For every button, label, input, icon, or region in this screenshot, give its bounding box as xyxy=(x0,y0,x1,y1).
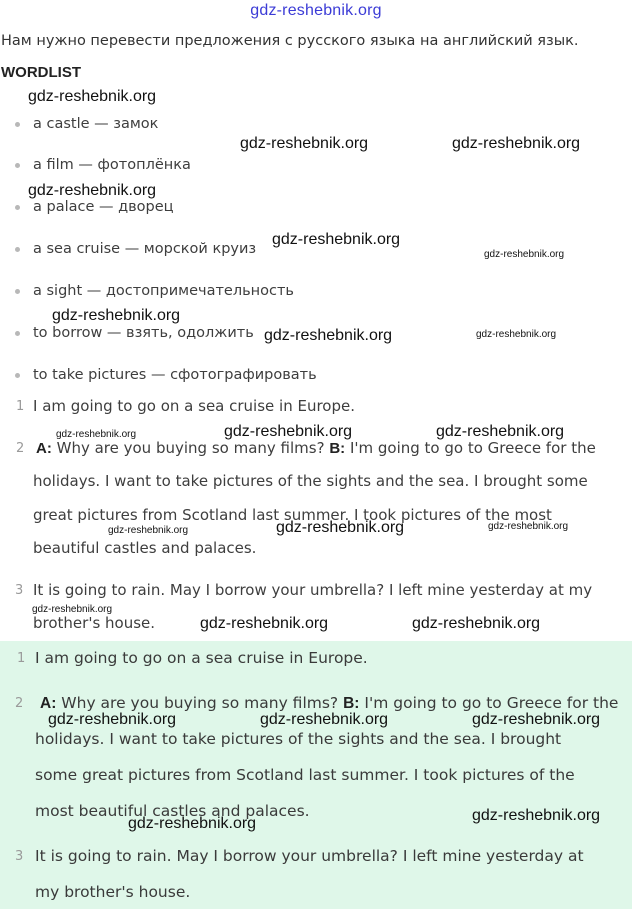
watermark: gdz-reshebnik.org xyxy=(32,604,113,615)
answer-number: 2 xyxy=(15,696,24,711)
watermark: gdz-reshebnik.org xyxy=(476,329,557,340)
intro-text: Нам нужно перевести предложения с русского языка на английский язык. xyxy=(1,33,579,49)
speaker-b-text: I'm going to go to Greece for the xyxy=(349,439,596,457)
watermark: gdz-reshebnik.org xyxy=(276,519,405,536)
watermark: gdz-reshebnik.org xyxy=(472,807,601,824)
watermark: gdz-reshebnik.org xyxy=(48,711,177,728)
watermark: gdz-reshebnik.org xyxy=(260,711,389,728)
wordlist-item xyxy=(15,238,256,260)
wordlist-item-text: a palace — дворец xyxy=(33,199,174,215)
speaker-b-label: B: xyxy=(343,695,360,712)
answer-line: I am going to go on a sea cruise in Europe. xyxy=(35,649,368,667)
watermark: gdz-reshebnik.org xyxy=(28,88,157,105)
answer-line: holidays. I want to take pictures of the sights and the sea. I brought xyxy=(35,730,562,748)
wordlist-item xyxy=(15,322,254,344)
wordlist-item xyxy=(15,280,294,302)
speaker-a-text: Why are you buying so many films? xyxy=(56,439,325,457)
speaker-a-label: A: xyxy=(36,440,52,457)
speaker-b-label: B: xyxy=(329,440,346,457)
watermark: gdz-reshebnik.org xyxy=(200,615,329,632)
wordlist-item xyxy=(15,113,158,135)
exercise-line: holidays. I want to take pictures of the sights and the sea. I brought some xyxy=(33,472,588,490)
speaker-a-text: Why are you buying so many films? xyxy=(61,694,339,712)
exercise-line: beautiful castles and palaces. xyxy=(33,539,257,557)
wordlist-item-text: to take pictures — сфотографировать xyxy=(33,367,317,383)
answer-line: some great pictures from Scotland last summer. I took pictures of the xyxy=(35,766,575,784)
watermark: gdz-reshebnik.org xyxy=(488,521,569,532)
watermark: gdz-reshebnik.org xyxy=(224,423,353,440)
watermark: gdz-reshebnik.org xyxy=(452,135,581,152)
bullet-icon xyxy=(15,205,20,210)
site-header-link[interactable]: gdz-reshebnik.org xyxy=(250,2,382,19)
exercise-line: brother's house. xyxy=(33,614,156,632)
item-number: 2 xyxy=(16,441,25,456)
watermark: gdz-reshebnik.org xyxy=(108,525,189,536)
answer-number: 1 xyxy=(17,651,26,666)
watermark: gdz-reshebnik.org xyxy=(412,615,541,632)
wordlist-item-text: a sea cruise — морской круиз xyxy=(33,241,257,257)
answer-line: my brother's house. xyxy=(35,883,191,901)
item-number: 3 xyxy=(15,583,24,598)
exercise-line: It is going to rain. May I borrow your umbrella? I left mine yesterday at my xyxy=(33,581,593,599)
answer-line: It is going to rain. May I borrow your umbrella? I left mine yesterday at xyxy=(35,847,584,865)
wordlist-item-text: a sight — достопримечательность xyxy=(33,283,294,299)
watermark: gdz-reshebnik.org xyxy=(272,231,401,248)
bullet-icon xyxy=(15,247,20,252)
answer-box xyxy=(0,641,632,909)
watermark: gdz-reshebnik.org xyxy=(28,182,157,199)
watermark: gdz-reshebnik.org xyxy=(56,429,137,440)
watermark: gdz-reshebnik.org xyxy=(484,249,565,260)
speaker-b-text: I'm going to go to Greece for the xyxy=(364,694,619,712)
watermark: gdz-reshebnik.org xyxy=(264,327,393,344)
item-number: 1 xyxy=(16,399,25,414)
exercise-line: great pictures from Scotland last summer. I took pictures of the most xyxy=(33,506,552,524)
watermark: gdz-reshebnik.org xyxy=(52,307,181,324)
wordlist-item xyxy=(15,364,317,386)
bullet-icon xyxy=(15,331,20,336)
wordlist-item-text: to borrow — взять, одолжить xyxy=(33,325,254,341)
bullet-icon xyxy=(15,373,20,378)
watermark: gdz-reshebnik.org xyxy=(436,423,565,440)
watermark: gdz-reshebnik.org xyxy=(472,711,601,728)
exercise-line: I am going to go on a sea cruise in Europe. xyxy=(33,397,355,415)
watermark: gdz-reshebnik.org xyxy=(128,815,257,832)
exercise-dialogue-line xyxy=(36,439,596,457)
wordlist-item-text: a castle — замок xyxy=(33,116,159,132)
bullet-icon xyxy=(15,289,20,294)
bullet-icon xyxy=(15,122,20,127)
bullet-icon xyxy=(15,163,20,168)
wordlist-title: WORDLIST xyxy=(1,64,81,81)
watermark: gdz-reshebnik.org xyxy=(240,135,369,152)
answer-number: 3 xyxy=(15,849,24,864)
wordlist-item xyxy=(15,154,191,176)
wordlist-item-text: a film — фотоплёнка xyxy=(33,157,191,173)
answer-line: most beautiful castles and palaces. xyxy=(35,802,310,820)
speaker-a-label: A: xyxy=(40,695,57,712)
